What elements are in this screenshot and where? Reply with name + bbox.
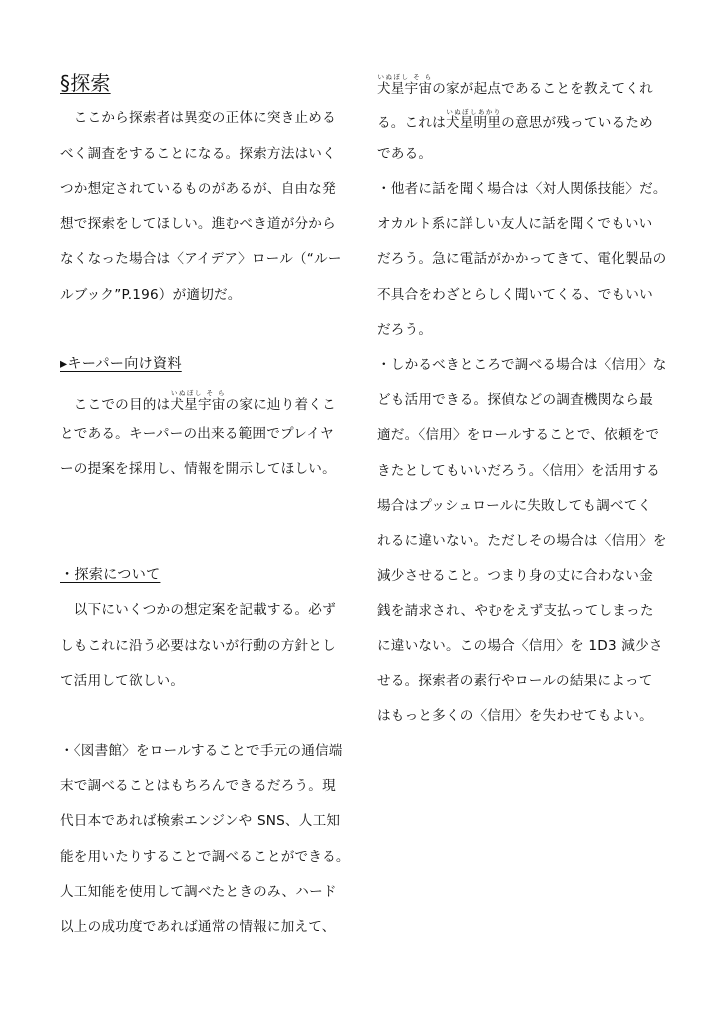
keeper-line: ーの提案を採用し、情報を開示してほしい。	[60, 461, 336, 477]
ruby-name-inuboshi-sora: 犬星宇宙いぬぼし そ ら	[377, 73, 433, 97]
body-line: はもっと多くの〈信用〉を失わせてもよい。	[377, 708, 653, 724]
search-heading: ・探索について	[60, 567, 161, 583]
body-text: の家が起点であることを教えてくれ	[432, 81, 653, 97]
ruby-name-inuboshi-akari: 犬星明里いぬぼしあかり	[445, 108, 502, 131]
body-text: の意思が残っているため	[501, 115, 653, 131]
intro-line: ここから探索者は異変の正体に突き止める	[60, 110, 336, 126]
library-line: 人工知能を使用して調べたときのみ、ハード	[60, 884, 337, 900]
keeper-text: ここでの目的は	[60, 397, 171, 413]
keeper-line: とである。キーパーの出来る範囲でプレイヤ	[60, 426, 334, 442]
body-line	[377, 73, 653, 97]
body-line: である。	[377, 146, 433, 162]
body-line: きたとしてもいいだろう。〈信用〉を活用する	[377, 463, 660, 479]
body-line: ・しかるべきところで調べる場合は〈信用〉な	[377, 357, 667, 373]
intro-line: なくなった場合は〈アイデア〉ロール（“ルー	[60, 251, 342, 267]
ruby-name-inuboshi-sora: 犬星宇宙いぬぼし そ ら	[170, 389, 226, 413]
body-line: せる。探索者の素行やロールの結果によって	[377, 673, 653, 689]
library-line: ・〈図書館〉をロールすることで手元の通信端	[60, 743, 343, 759]
keeper-info-heading: ▸キーパー向け資料	[60, 356, 182, 372]
body-line: 不具合をわざとらしく聞いてくる、でもいい	[377, 287, 653, 303]
intro-line: つか想定されているものがあるが、自由な発	[60, 181, 336, 197]
intro-line: ルブック”P.196）が適切だ。	[60, 287, 242, 303]
search-line: しもこれに沿う必要はないが行動の方針とし	[60, 638, 336, 654]
body-line: ・他者に話を聞く場合は〈対人関係技能〉だ。	[377, 181, 667, 197]
body-line: だろう。	[377, 322, 433, 338]
intro-line: 想で探索をしてほしい。進むべき道が分から	[60, 216, 336, 232]
search-line: て活用して欲しい。	[60, 673, 185, 689]
body-line: ども活用できる。探偵などの調査機関なら最	[377, 392, 653, 408]
body-text: る。これは	[377, 115, 446, 131]
body-line: 減少させること。つまり身の丈に合わない金	[377, 568, 653, 584]
intro-line: べく調査をすることになる。探索方法はいく	[60, 146, 336, 162]
body-line: 場合はプッシュロールに失敗しても調べてく	[377, 498, 652, 514]
body-line: に違いない。この場合〈信用〉を 1D3 減少さ	[377, 638, 663, 654]
body-line	[377, 108, 653, 131]
body-line: れるに違いない。ただしその場合は〈信用〉を	[377, 533, 667, 549]
library-line: 以上の成功度であれば通常の情報に加えて、	[60, 919, 336, 935]
body-line: オカルト系に詳しい友人に話を聞くでもいい	[377, 216, 653, 232]
library-line: 末で調べることはもちろんできるだろう。現	[60, 778, 336, 794]
body-line: 銭を請求され、やむをえず支払ってしまった	[377, 603, 654, 619]
search-line: 以下にいくつかの想定案を記載する。必ず	[60, 602, 336, 618]
body-line: 適だ。〈信用〉をロールすることで、依頼をで	[377, 427, 660, 443]
library-line: 代日本であれば検索エンジンや SNS、人工知	[60, 813, 341, 829]
section-heading-search: §探索	[60, 71, 111, 95]
keeper-line	[60, 389, 336, 413]
body-line: だろう。急に電話がかかってきて、電化製品の	[377, 251, 667, 267]
library-line: 能を用いたりすることで調べることができる。	[60, 849, 350, 865]
keeper-text: の家に辿り着くこ	[225, 397, 336, 413]
